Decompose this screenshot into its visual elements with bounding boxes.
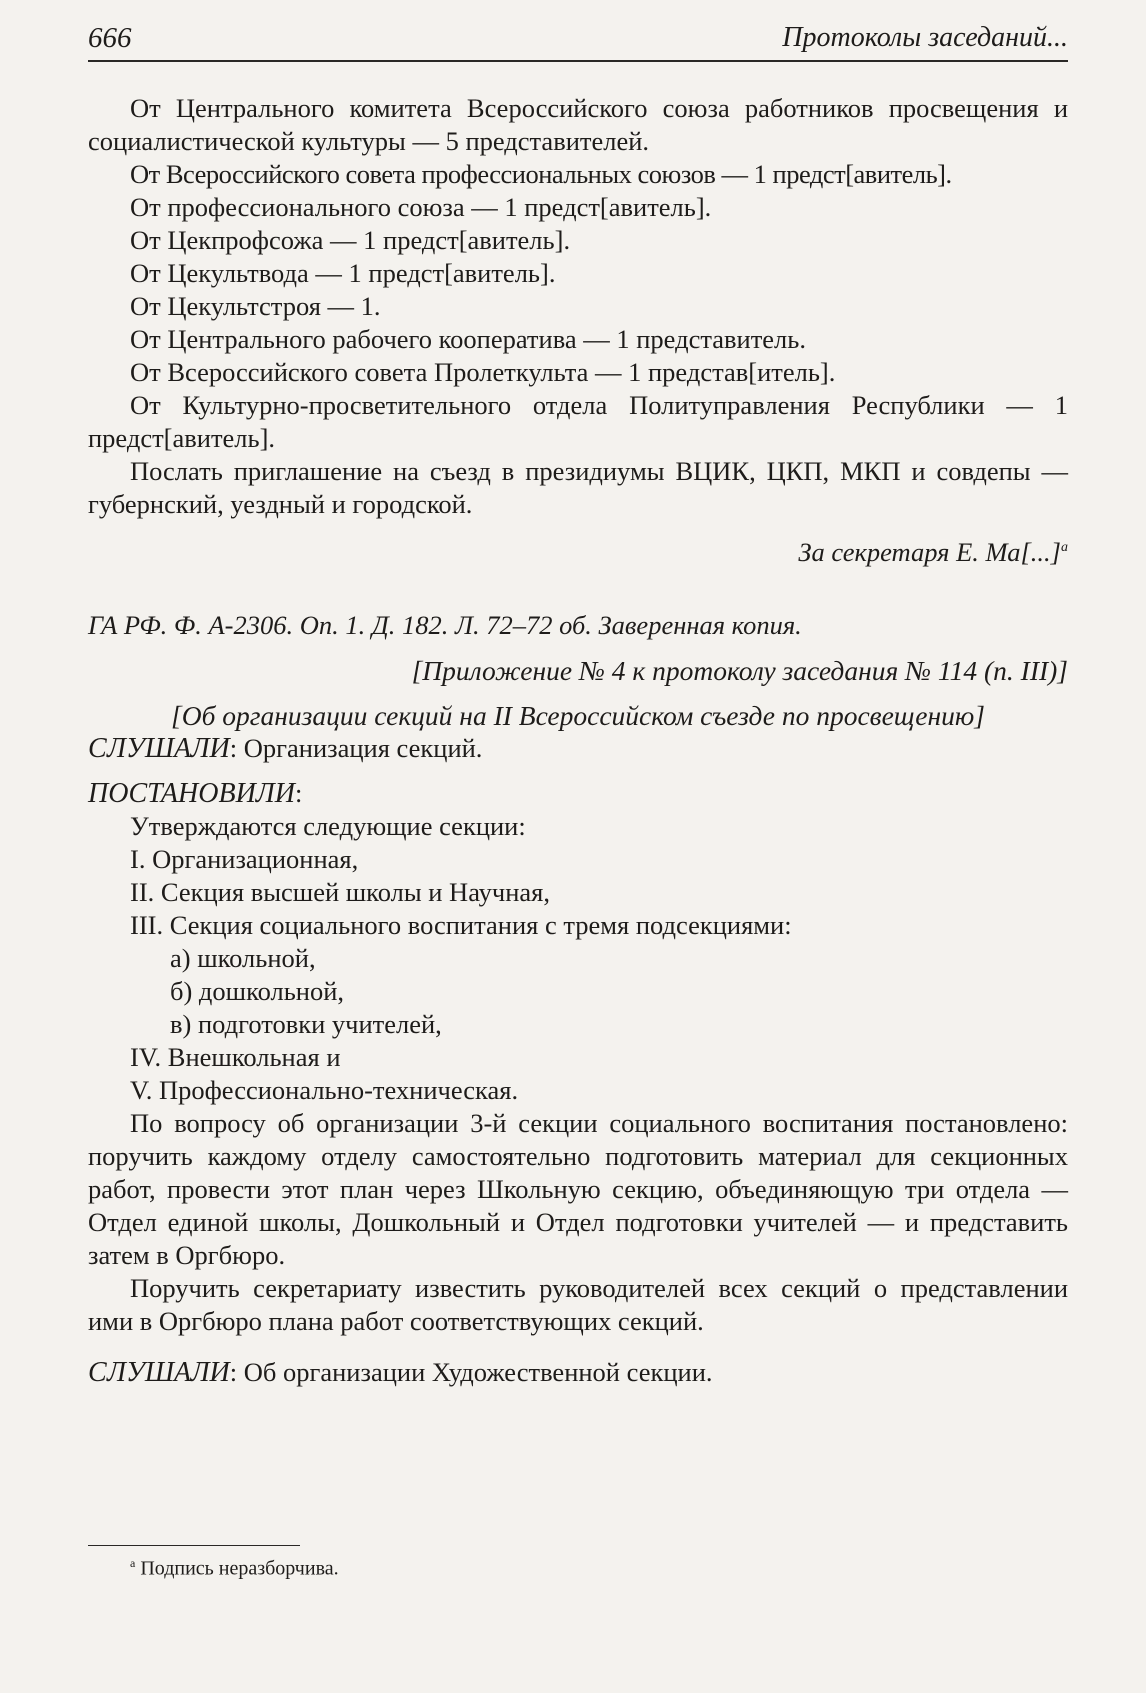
delegate-line: От профессионального союза — 1 предст[авитель]. (130, 192, 712, 222)
resolved-heading: ПОСТАНОВИЛИ: (88, 777, 303, 809)
archive-reference: ГА РФ. Ф. А-2306. Оп. 1. Д. 182. Л. 72–72 об. Заверенная копия. (88, 609, 802, 640)
heard-label: СЛУШАЛИ (88, 732, 230, 764)
section-item: III. Секция социального воспитания с тремя подсекциями: (130, 909, 792, 940)
resolved-label: ПОСТАНОВИЛИ (88, 777, 295, 809)
page-header (88, 14, 1068, 62)
footnote-text: Подпись неразборчива. (140, 1557, 339, 1580)
subsection-item: в) подготовки учителей, (170, 1008, 442, 1039)
invitation-paragraph: Послать приглашение на съезд в президиумы ВЦИК, ЦКП, МКП и совдепы — губернский, уездный и городской. (88, 456, 1068, 519)
signature-text: За секретаря Е. Ма[...] (798, 536, 1061, 567)
subsection-item: б) дошкольной, (170, 975, 345, 1006)
heard-text: Организация секций. (243, 732, 483, 763)
heard-label: СЛУШАЛИ (88, 1356, 230, 1388)
section-item: I. Организационная, (130, 843, 359, 874)
footnote-rule (88, 1545, 300, 1546)
heard-heading: СЛУШАЛИ: Организация секций. (88, 732, 483, 764)
footnote-mark: а (130, 1556, 136, 1570)
heard-text: Об организации Художественной секции. (243, 1356, 713, 1387)
subsection-item: а) школьной, (170, 942, 316, 973)
delegate-line: От Центрального рабочего кооператива — 1 представитель. (130, 324, 806, 354)
page-number: 666 (88, 22, 132, 54)
delegate-line: От Центрального комитета Всероссийского союза работников просвещения и социалистической культуры — 5 представителей. (88, 93, 1068, 156)
section-item: II. Секция высшей школы и Научная, (130, 876, 550, 907)
body-paragraph: По вопросу об организации 3-й секции социального воспитания постановлено: поручить каждому отделу самостоятельно подготовить материал для секционных работ, провести этот план через Школьную секцию, объединяющую три отдела — Отдел единой школы, Дошкольный и Отдел подготовки учителей — и представить затем в Оргбюро. (88, 1107, 1068, 1270)
document-title: [Об организации секций на II Всероссийском съезде по просвещению] (171, 699, 985, 731)
footnote (130, 1556, 339, 1581)
delegate-line: От Цекультвода — 1 предст[авитель]. (130, 258, 556, 288)
body-paragraph: Поручить секретариату известить руководителей всех секций о представлении ими в Оргбюро плана работ соответствующих секций. (88, 1272, 1068, 1336)
signature-footnote-mark: а (1061, 540, 1068, 555)
delegate-line: От Всероссийского совета профессиональных союзов — 1 предст[авитель]. (130, 159, 952, 189)
delegate-line: От Всероссийского совета Пролеткульта — 1 представ[итель]. (130, 357, 836, 387)
delegate-line: От Культурно-просветительного отдела Политуправления Республики — 1 предст[авитель]. (88, 390, 1068, 453)
section-item: V. Профессионально-техническая. (130, 1074, 519, 1105)
page-body (88, 92, 1068, 1389)
running-title: Протоколы заседаний... (782, 22, 1068, 53)
section-item: IV. Внешкольная и (130, 1041, 341, 1072)
heard-heading: СЛУШАЛИ: Об организации Художественной секции. (88, 1356, 713, 1388)
sections-intro: Утверждаются следующие секции: (130, 810, 526, 841)
delegate-line: От Цекультстроя — 1. (130, 291, 381, 321)
delegate-line: От Цекпрофсожа — 1 предст[авитель]. (130, 225, 571, 255)
signature (88, 531, 1068, 569)
appendix-title: [Приложение № 4 к протоколу заседания № 114 (п. III)] (411, 654, 1068, 686)
